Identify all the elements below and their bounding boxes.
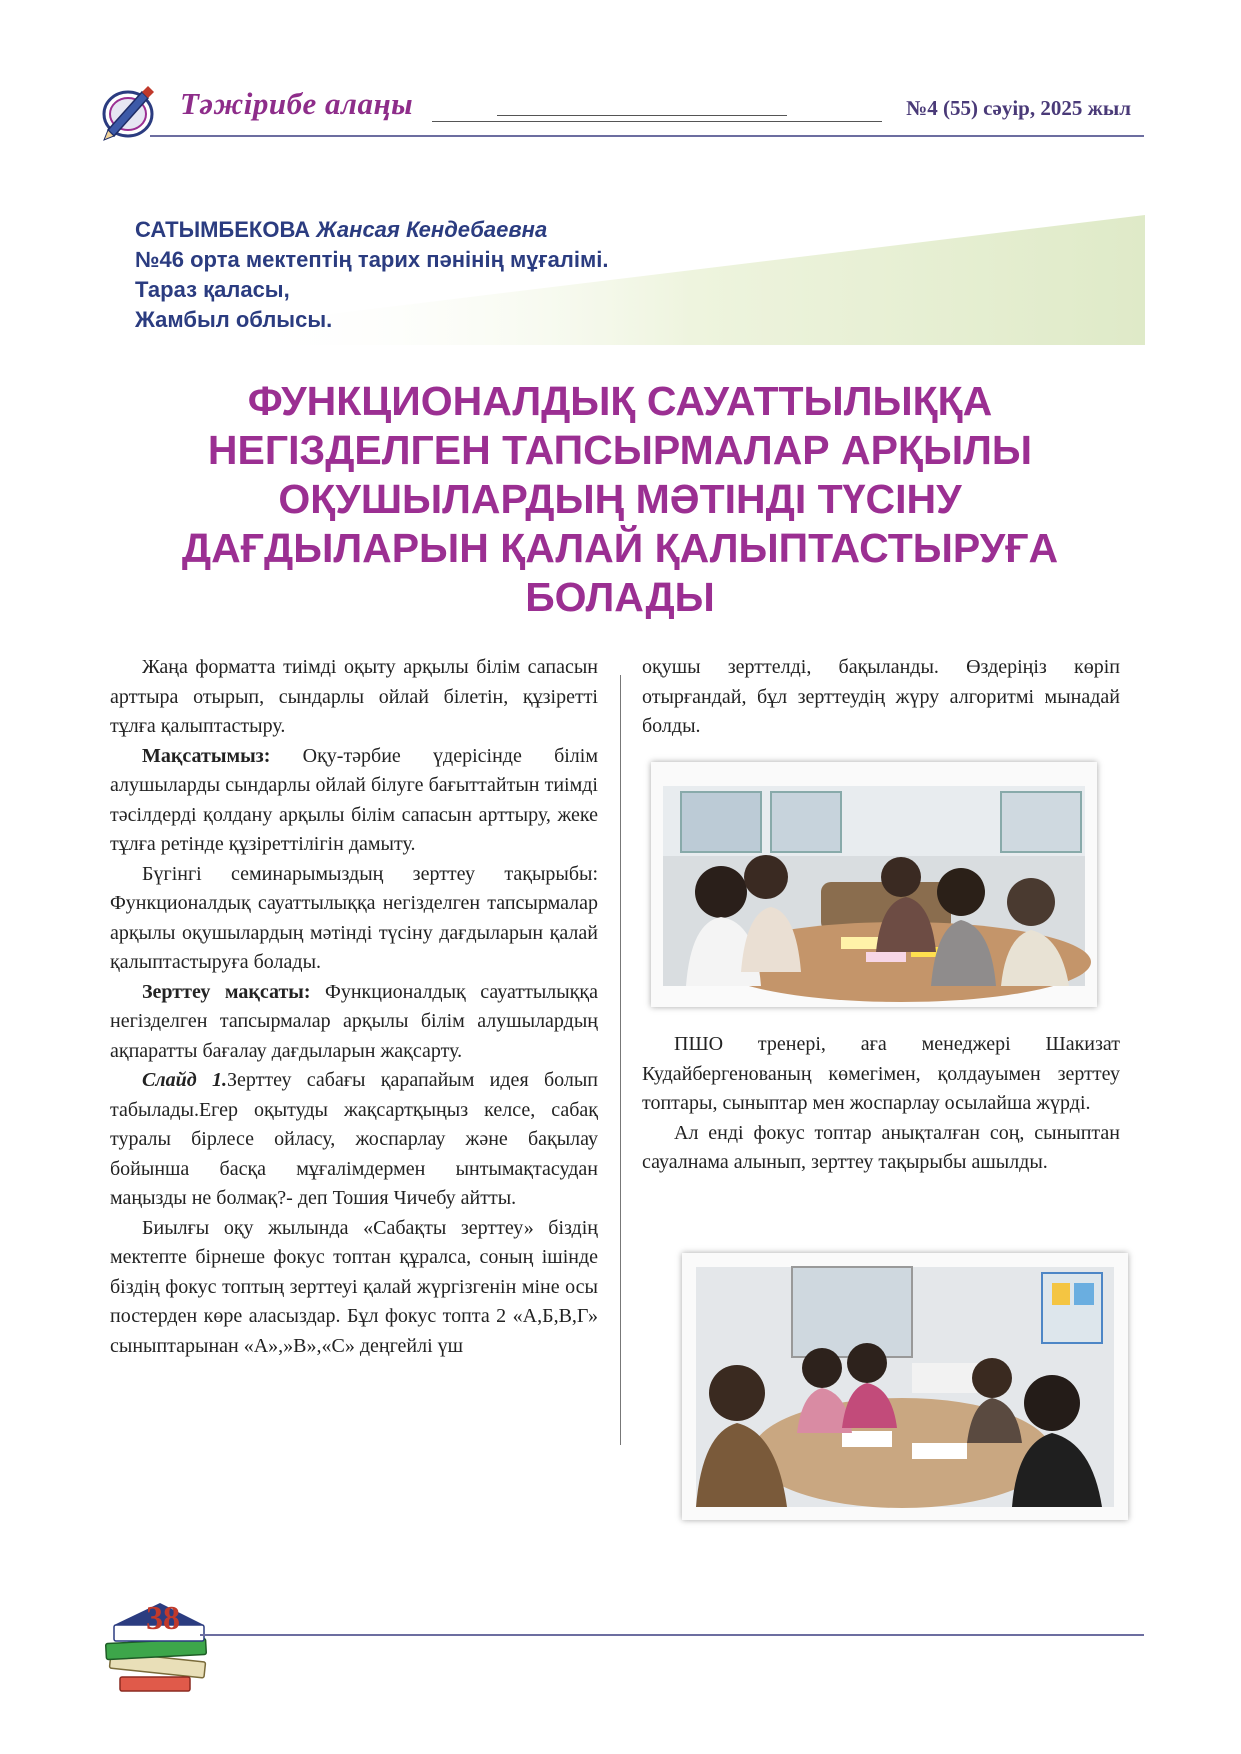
header-underline-short: [497, 115, 787, 116]
paragraph-focus-group: Биылғы оқу жылында «Сабақты зерттеу» біздің мектепте бірнеше фокус топтан құралса, соның ішінде біздің фокус топтың зерттеуі қалай жүргізгенін міне осы постерден көре аласыздар. Бұл фокус топта 2 «А,Б,В,Г» сыныптарынан «А»,»В»,«С» деңгейлі үш: [110, 1216, 598, 1357]
issue-info: №4 (55) сәуір, 2025 жыл: [906, 96, 1131, 120]
paragraph-survey: Ал енді фокус топтар анықталған соң, сыныптан сауалнама алынып, зерттеу тақырыбы ашылды.: [642, 1121, 1120, 1173]
article-title: ФУНКЦИОНАЛДЫҚ САУАТТЫЛЫҚҚА НЕГІЗДЕЛГЕН ТАПСЫРМАЛАР АРҚЫЛЫ ОҚУШЫЛАРДЫҢ МӘТІНДІ ТҮСІНУ ДАҒДЫЛАРЫН ҚАЛАЙ ҚАЛЫПТАСТЫРУҒА БОЛАДЫ: [181, 378, 1059, 620]
paragraph-research-goal: [110, 978, 598, 1067]
right-column-middle: [642, 1030, 1120, 1178]
footer-rule: [200, 1634, 1144, 1636]
paragraph-continuation: оқушы зерттелді, бақыланды. Өздеріңіз көріп отырғандай, бұл зерттеудің жүру алгоритмі мынадай болды.: [642, 656, 1120, 737]
author-name: [135, 215, 608, 245]
paragraph-slide-1: [110, 1066, 598, 1214]
page-number: 38: [146, 1600, 180, 1637]
author-region: Жамбыл облысы.: [135, 307, 333, 332]
author-position: №46 орта мектептің тарих пәнінің мұғалімі.: [135, 247, 609, 272]
paragraph-intro: Жаңа форматта тиімді оқыту арқылы білім сапасын арттыра отырып, сындарлы ойлай білетін, құзіретті тұлға қалыптастыру.: [110, 656, 598, 737]
author-surname: САТЫМБЕКОВА: [135, 217, 311, 242]
header-rule: [150, 135, 1144, 137]
photo-meeting-2-image: [682, 1253, 1128, 1520]
research-goal-label: Зерттеу мақсаты:: [142, 980, 311, 1003]
author-block: [135, 215, 608, 335]
header-underline: [432, 121, 882, 122]
author-city: Тараз қаласы,: [135, 277, 290, 302]
left-column: [110, 653, 598, 1361]
paragraph-trainer: ПШО тренері, аға менеджері Шакизат Кудайбергенованың көмегімен, қолдауымен зерттеу топтары, сыныптар мен жоспарлау осылайша жүрді.: [642, 1033, 1120, 1114]
slide-1-text: Зерттеу сабағы қарапайым идея болып табылады.Егер оқытуды жақсартқыңыз келсе, сабақ туралы бірлесе ойласу, жоспарлау және бақылау бойынша басқа мұғалімдермен ынтымақтасудан маңызды не болмақ?- деп Тошия Чичебу айтты.: [110, 1069, 598, 1209]
slide-1-label: Слайд 1.: [142, 1069, 227, 1091]
photo-meeting-1-image: [651, 762, 1097, 1007]
goal-text: Оқу-тәрбие үдерісінде білім алушыларды сындарлы ойлай білуге бағыттайтын тиімді тәсілдерді қолдану арқылы білім сапасын арттыру, жеке тұлға ретінде құзіреттілігін дамыту.: [110, 744, 598, 855]
paragraph-goal: [110, 742, 598, 860]
photo-meeting-2: [682, 1253, 1128, 1520]
research-goal-text: Функционалдық сауаттылыққа негізделген тапсырмалар арқылы білім алушылардың ақпаратты бағалау дағдыларын жақсарту.: [110, 980, 598, 1062]
paragraph-topic: Бүгінгі семинарымыздың зерттеу тақырыбы: Функционалдық сауаттылыққа негізделген тапсырмалар арқылы оқушылардың мәтінді түсіну дағдыларын қалай қалыптастыруға болады.: [110, 862, 598, 973]
pen-globe-logo-icon: [98, 78, 158, 142]
goal-label: Мақсатымыз:: [142, 744, 271, 767]
section-title: Тәжірибе алаңы: [180, 86, 414, 121]
photo-meeting-1: [651, 762, 1097, 1007]
books-page-number-icon: [100, 1585, 220, 1705]
author-given-names: Жансая Кендебаевна: [310, 217, 548, 242]
right-column-top: [642, 653, 1120, 742]
column-divider: [620, 675, 621, 1445]
